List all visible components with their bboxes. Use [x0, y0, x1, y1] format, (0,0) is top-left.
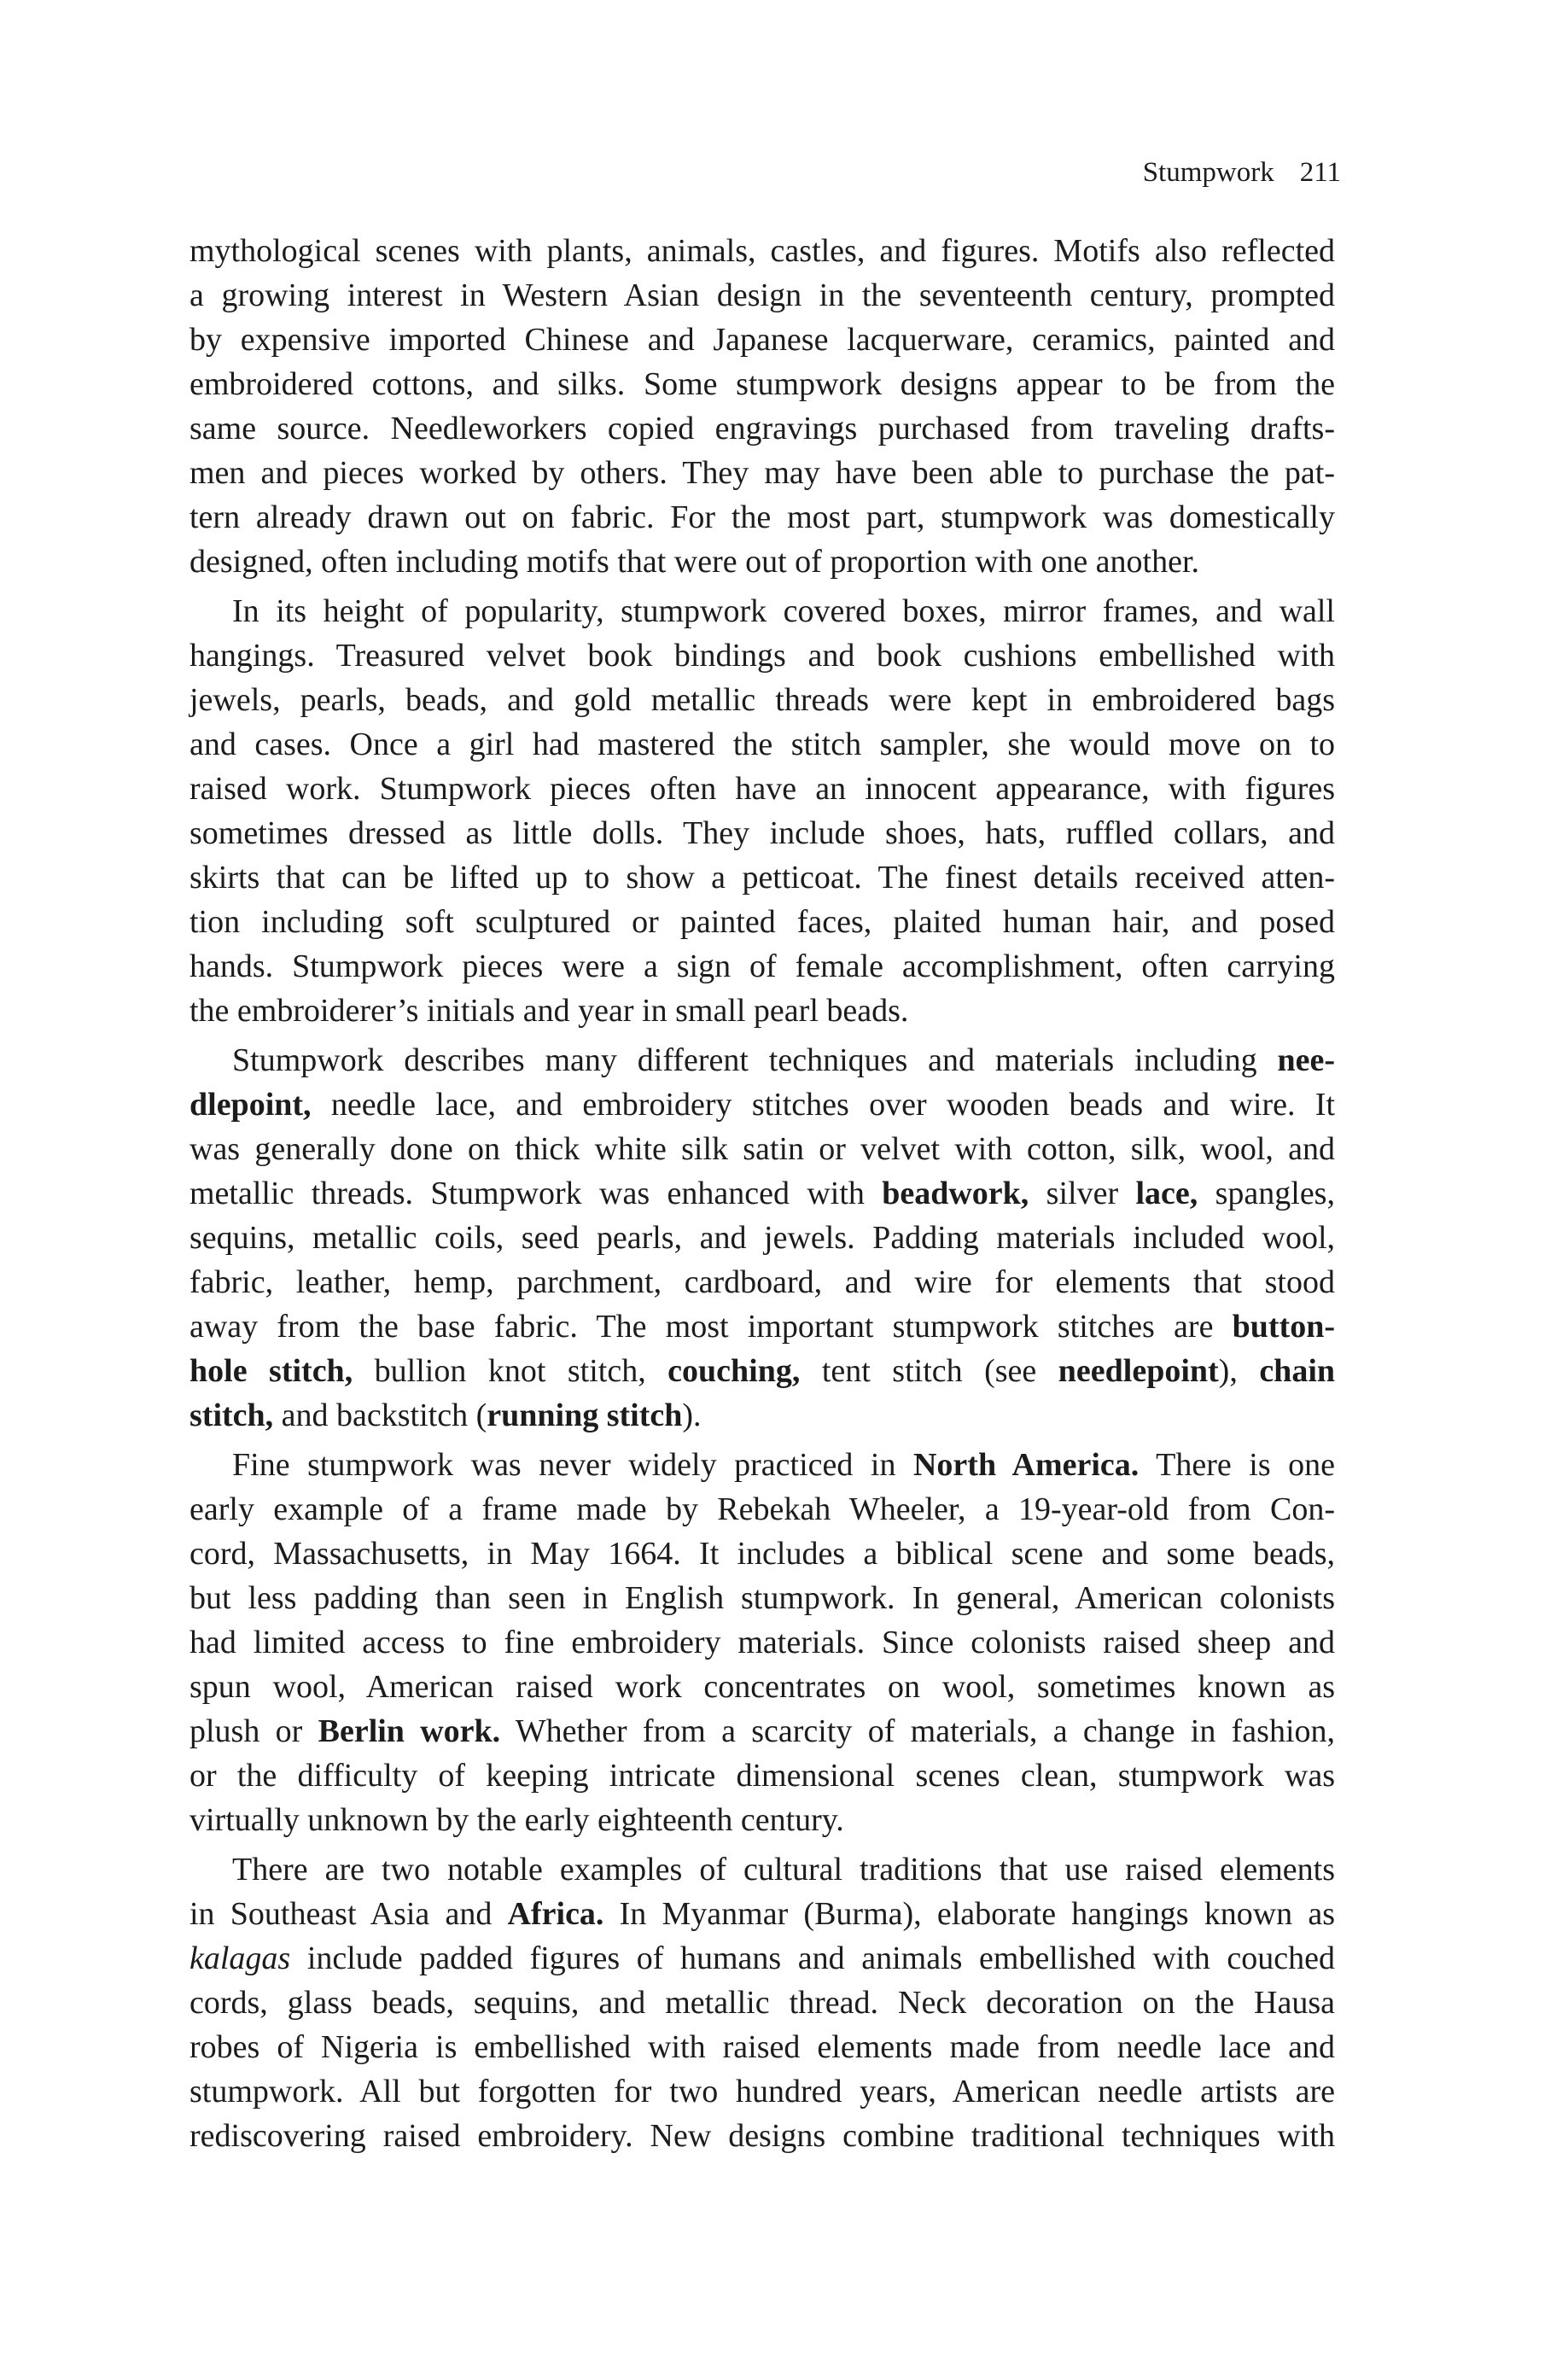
italic-term: kalagas	[189, 1940, 291, 1976]
text-run: tern already drawn out on fabric. For the most part, stumpwork was domestically	[189, 499, 1335, 535]
text-run: and cases. Once a girl had mastered the stitch sampler, she would move on to	[189, 726, 1335, 762]
text-run: Fine stumpwork was never widely practiced in	[232, 1447, 913, 1483]
paragraph	[189, 1847, 1335, 2158]
text-line	[189, 1487, 1335, 1532]
text-run: silver	[1029, 1176, 1136, 1211]
text-run: In Myanmar (Burma), elaborate hangings known as	[603, 1896, 1335, 1932]
text-line	[189, 1443, 1335, 1487]
text-line	[189, 722, 1335, 767]
text-run: early example of a frame made by Rebekah Wheeler, a 19-year-old from Con-	[189, 1491, 1335, 1527]
text-run: hands. Stumpwork pieces were a sign of female accomplishment, often carrying	[189, 948, 1335, 984]
text-line	[189, 273, 1335, 318]
text-line	[189, 2069, 1335, 2114]
text-run: There is one	[1139, 1447, 1335, 1483]
text-line	[189, 1620, 1335, 1665]
text-line	[189, 1936, 1335, 1981]
text-line	[189, 362, 1335, 406]
text-line	[189, 1171, 1335, 1216]
paragraph	[189, 1038, 1335, 1438]
text-line	[189, 229, 1335, 273]
text-run: plush or	[189, 1713, 318, 1749]
text-line	[189, 589, 1335, 633]
bold-term: Africa.	[507, 1896, 604, 1932]
text-run: hangings. Treasured velvet book bindings and book cushions embellished with	[189, 638, 1335, 674]
bold-term: dlepoint,	[189, 1087, 312, 1123]
text-line	[189, 1216, 1335, 1260]
bold-term: needlepoint	[1058, 1353, 1219, 1389]
bold-term: stitch,	[189, 1397, 274, 1433]
text-run: a growing interest in Western Asian design in the seventeenth century, prompted	[189, 277, 1335, 313]
text-run: cord, Massachusetts, in May 1664. It includes a biblical scene and some beads,	[189, 1536, 1335, 1572]
text-run: stumpwork. All but forgotten for two hundred years, American needle artists are	[189, 2074, 1335, 2109]
text-run: fabric, leather, hemp, parchment, cardboard, and wire for elements that stood	[189, 1264, 1335, 1300]
bold-term: lace,	[1135, 1176, 1198, 1211]
bold-term: chain	[1259, 1353, 1336, 1389]
text-run: In its height of popularity, stumpwork covered boxes, mirror frames, and wall	[232, 593, 1335, 629]
text-run: There are two notable examples of cultural traditions that use raised elements	[232, 1852, 1335, 1888]
text-run: tent stitch (see	[800, 1353, 1058, 1389]
text-line	[189, 633, 1335, 678]
text-run: but less padding than seen in English stumpwork. In general, American colonists	[189, 1580, 1335, 1616]
text-line	[189, 1576, 1335, 1620]
text-run: sometimes dressed as little dolls. They include shoes, hats, ruffled collars, and	[189, 815, 1335, 851]
text-line	[189, 944, 1335, 989]
bold-term: running stitch	[487, 1397, 683, 1433]
text-line	[189, 495, 1335, 540]
text-line	[189, 1665, 1335, 1709]
text-run: virtually unknown by the early eighteenth century.	[189, 1802, 844, 1838]
text-line	[189, 406, 1335, 451]
text-line	[189, 1847, 1335, 1892]
text-line	[189, 900, 1335, 944]
running-head	[1143, 155, 1341, 190]
text-line	[189, 1798, 1335, 1842]
text-run: metallic threads. Stumpwork was enhanced with	[189, 1176, 883, 1211]
text-run: or the difficulty of keeping intricate dimensional scenes clean, stumpwork was	[189, 1758, 1335, 1794]
text-run: ).	[682, 1397, 702, 1433]
bold-term: nee-	[1277, 1042, 1335, 1078]
text-line	[189, 678, 1335, 722]
bold-term: North America.	[912, 1447, 1140, 1483]
text-run: away from the base fabric. The most important stumpwork stitches are	[189, 1309, 1233, 1345]
text-run: rediscovering raised embroidery. New designs combine traditional techniques with	[189, 2118, 1335, 2154]
text-run: cords, glass beads, sequins, and metallic thread. Neck decoration on the Hausa	[189, 1985, 1335, 2021]
text-run: men and pieces worked by others. They may have been able to purchase the pat-	[189, 455, 1335, 491]
text-run: include padded figures of humans and animals embellished with couched	[290, 1940, 1335, 1976]
text-run: skirts that can be lifted up to show a petticoat. The finest details received atten-	[189, 860, 1335, 896]
text-line	[189, 811, 1335, 855]
text-line	[189, 1753, 1335, 1798]
text-line	[189, 1260, 1335, 1304]
text-line	[189, 1127, 1335, 1171]
text-line	[189, 2114, 1335, 2158]
bold-term: beadwork,	[882, 1176, 1029, 1211]
text-line	[189, 1981, 1335, 2025]
text-line	[189, 318, 1335, 362]
text-run: same source. Needleworkers copied engravings purchased from traveling drafts-	[189, 411, 1335, 446]
text-run: sequins, metallic coils, seed pearls, and jewels. Padding materials included wool,	[189, 1220, 1335, 1256]
text-line	[189, 989, 1335, 1033]
text-line	[189, 1532, 1335, 1576]
text-run: Stumpwork describes many different techniques and materials including	[232, 1042, 1278, 1078]
text-run: mythological scenes with plants, animals, castles, and figures. Motifs also reflected	[189, 233, 1335, 269]
text-run: Whether from a scarcity of materials, a change in fashion,	[500, 1713, 1336, 1749]
text-run: spangles,	[1198, 1176, 1335, 1211]
text-run: jewels, pearls, beads, and gold metallic threads were kept in embroidered bags	[189, 682, 1335, 718]
text-run: ),	[1218, 1353, 1260, 1389]
paragraph	[189, 229, 1335, 584]
text-line	[189, 1349, 1335, 1393]
text-line	[189, 855, 1335, 900]
text-line	[189, 1393, 1335, 1438]
text-run: bullion knot stitch,	[353, 1353, 668, 1389]
paragraph	[189, 1443, 1335, 1842]
text-run: robes of Nigeria is embellished with raised elements made from needle lace and	[189, 2029, 1335, 2065]
text-run: in Southeast Asia and	[189, 1896, 508, 1932]
bold-term: hole stitch,	[189, 1353, 353, 1389]
text-line	[189, 451, 1335, 495]
text-run: raised work. Stumpwork pieces often have an innocent appearance, with figures	[189, 771, 1335, 807]
body-text	[189, 229, 1335, 2158]
bold-term: Berlin work.	[318, 1713, 501, 1749]
text-line	[189, 767, 1335, 811]
text-line	[189, 1082, 1335, 1127]
text-run: embroidered cottons, and silks. Some stumpwork designs appear to be from the	[189, 366, 1335, 402]
paragraph	[189, 589, 1335, 1033]
text-line	[189, 1038, 1335, 1082]
text-line	[189, 1709, 1335, 1753]
text-run: by expensive imported Chinese and Japanese lacquerware, ceramics, painted and	[189, 322, 1335, 358]
text-run: was generally done on thick white silk satin or velvet with cotton, silk, wool, and	[189, 1131, 1335, 1167]
bold-term: couching,	[667, 1353, 801, 1389]
text-line	[189, 2025, 1335, 2069]
text-line	[189, 540, 1335, 584]
bold-term: button-	[1232, 1309, 1335, 1345]
text-run: needle lace, and embroidery stitches over wooden beads and wire. It	[311, 1087, 1335, 1123]
text-line	[189, 1892, 1335, 1936]
text-run: tion including soft sculptured or painted faces, plaited human hair, and posed	[189, 904, 1335, 940]
text-run: spun wool, American raised work concentrates on wool, sometimes known as	[189, 1669, 1335, 1705]
text-run: had limited access to fine embroidery materials. Since colonists raised sheep and	[189, 1625, 1335, 1660]
text-run: designed, often including motifs that were out of proportion with one another.	[189, 544, 1200, 580]
text-run: the embroiderer’s initials and year in small pearl beads.	[189, 993, 909, 1029]
running-head-title: Stumpwork	[1142, 157, 1274, 188]
text-run: and backstitch (	[273, 1397, 487, 1433]
text-line	[189, 1304, 1335, 1349]
page-number: 211	[1299, 157, 1341, 188]
